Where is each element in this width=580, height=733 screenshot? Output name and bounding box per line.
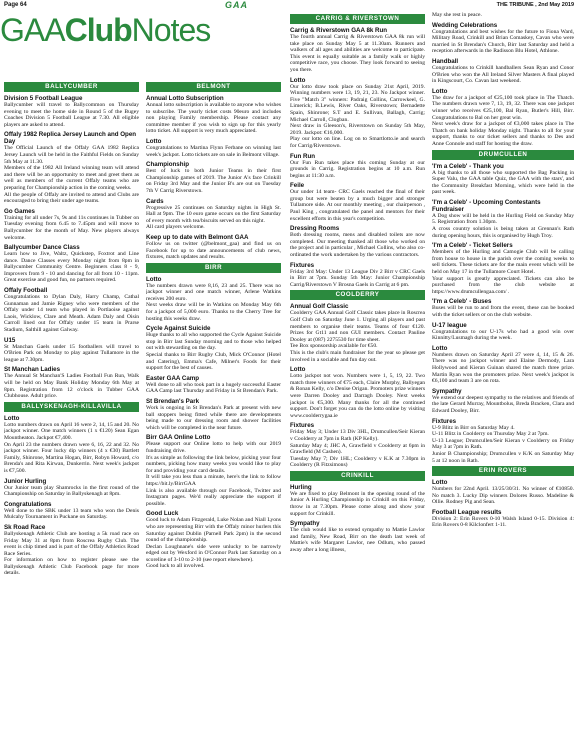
article-heading: Fixtures: [290, 261, 315, 269]
article-text: Congratulations and best wishes for the future to Fiona Ward, Military Road, Crinkill and Brian Comaskey, Cavan who were married in St Brendan's Church, Birr last Saturday and held a reception afterwards in the Radisson Blu Hotel, Athlone.: [432, 28, 574, 55]
column-3: [290, 12, 425, 730]
article-text: Progressive 25 continues on Saturday nights in High St. Hall at 9pm. The 10 euro game occurs on the first Saturday of every month with tea/biscuits served on this night.: [146, 204, 281, 224]
article-text: It will take you less than a minute, here's the link to follow https://bit.ly/BirrGAA: [146, 474, 281, 487]
article-text: Saturday May 4; JHC A, Grawfield v Coolderry at 6pm in Grawfield (M Cashen).: [290, 442, 425, 456]
article-text: Good luck to Adam Fitzgerald, Luke Nolan and Niall Lyons who are representing Birr with the Offaly minor hurlers this Saturday against Dublin (Parnell Park 2pm) in the second round of the championship.: [146, 517, 281, 544]
article-text: Special thanks to Birr Rugby Club, Mick O'Connor (Hotel and Catering), Emma's Cafe, Milner's Foods for their support for the best of causes.: [146, 352, 281, 372]
article-text: Huge thanks to all who supported the Cycle Against Suicide stop in Birr last Sunday morning and to those who helped out with stewarding on the day.: [146, 332, 281, 352]
article-heading: Dressing Rooms: [290, 225, 340, 233]
article-text: Link is also available through our Facebook, Twitter and Instagram pages. We'd really appreciate the support if possible.: [146, 487, 281, 507]
section-banner: DRUMCULLEN: [432, 150, 574, 160]
article-heading: Division 5 Football League: [4, 95, 83, 102]
article-heading: Lotto: [290, 366, 306, 374]
article-heading: Fun Run: [290, 152, 316, 160]
article-heading: Annual Lotto Subscription: [146, 95, 224, 102]
article-text: Junior B Championship; Drumcullen v K/K on Saturday May 5 at 12 noon in Rath.: [432, 450, 574, 464]
masthead-gaa: GAA: [0, 12, 65, 48]
article-heading: U-17 league: [432, 321, 467, 329]
article-heading: St Brendan's Park: [146, 398, 200, 405]
section-label: GAA: [225, 0, 248, 10]
article-heading: Keep up to date with Belmont GAA: [146, 233, 249, 241]
article-text: Next week's draw for a jackpot of €3,000 takes place in The Thatch on bank holiday Monday night. Thanks to all for your support, thanks to our ticket sellers and thanks to Des and Anne Connole and staff for hosting the draw.: [432, 121, 574, 147]
article-text: The club would like to extend sympathy to Mattie Lawlor and family, New Road, Birr on the death last week of Mattie's wife Margaret Lawlor, nee Odlum, who passed away after a long illness,: [290, 527, 425, 554]
article-heading: Offaly Football: [4, 287, 48, 295]
article-text: May she rest in peace.: [432, 12, 482, 18]
article-heading: Carrig & Riverstown GAA 8k Run: [290, 27, 388, 34]
article-heading: Handball: [432, 57, 459, 65]
section-banner: COOLDERRY: [290, 290, 425, 300]
article-heading: Birr GAA Online Lotto: [146, 434, 211, 442]
article-text: All the people of Offaly are invited to attend and Clubs are encouraged to bring their under age teams.: [4, 191, 139, 205]
article-heading: 'I'm a Celeb' - Ticket Sellers: [432, 242, 513, 250]
article-text: The draw for a jackpot of €25,100 took place in The Thatch. The numbers drawn were 7, 13, 19, 32. There was one jackpot winner who receives €25,100, Bal Ryan, Butler's Hill, Birr. Congratulations to Bal on her great win.: [432, 94, 574, 121]
page-number: Page 64: [4, 2, 27, 8]
article-heading: Lotto: [4, 414, 20, 422]
masthead-club: Club: [64, 12, 132, 48]
article-heading: Feile: [290, 182, 305, 190]
article-text: Friday May 3; Under 13 Div 3HL, Drumcullen/Seir Kieran v Coolderry at 7pm in Rath (KP Kelly).: [290, 429, 425, 442]
article-text: Next draw in Gleeson's, Riverstown on Sunday 5th May, 2019. Jackpot: €16,000.: [290, 123, 425, 136]
article-text: Ballycumber will travel to Ballycommon on Thursday evening to meet the home side in Round 5 of the Bugey Coaches Division 5 Football League at 7.30. All eligible players are asked to attend.: [4, 102, 139, 128]
column-1: [4, 80, 139, 730]
article-heading: Lotto: [432, 479, 448, 487]
article-heading: Offaly 1982 Replica Jersey Launch and Open Day: [4, 131, 137, 146]
article-text: The Annual St Manchan'S Ladies Football Fun Run, Walk will be held on May Bank Holiday Monday 6th May at 8pm. Registration from 12 o'clock in Tubber GAA Clubhouse. Adult price.: [4, 373, 139, 400]
article-heading: Cycle Against Suicide: [146, 325, 211, 333]
article-text: Our under 14 team- CRC Gaels reached the final of their group but were beaten by a much bigger and stronger Tullamore side. At our monthly meeting , our chairperson , Paul King , congratulated the panel and mentors for their excellent efforts in this year's competition.: [290, 189, 425, 222]
section-banner: CARRIG & RIVERSTOWN: [290, 14, 425, 24]
article-text: Lotto jackpot not won. Numbers were 1, 5, 19, 22. Two match three winners of €75 each, Claire Murphy, Ballyegan & Ronan Kelly, c/o Denise Origan. Promoters prize winners were Darren Dooley and Darragh Dooley. Next weeks jackpot is €5,300. Many thanks for all the continued support. Don't forget you can do the lotto online by visiting www.coolderrygaa.ie: [290, 373, 425, 419]
article-heading: Good Luck: [146, 510, 179, 518]
article-text: Please support our Online lotto to help with our 2019 fundraising drive.: [146, 441, 281, 454]
article-text: Ballyskenagh Athletic Club are hosting a 5k road race on Friday May 31 at 8pm from Roscrea Rugby Club. The event is chip timed and is part of the Offaly Athletics Road Race Series.: [4, 530, 139, 557]
publication-date: THE TRIBUNE , 2nd May 2019: [496, 2, 574, 8]
article-text: U-13 League; Drumcullen/Seir Kieran v Coolderry on Friday May 3 at 7pm in Rath.: [432, 437, 574, 451]
article-heading: Easter GAA Camp: [146, 374, 200, 382]
article-heading: 'I'm a Celeb' - Upcoming Contestants Fundraiser: [432, 198, 541, 213]
article-heading: Sympathy: [290, 520, 320, 528]
article-heading: Fixtures: [432, 417, 457, 425]
article-heading: St Manchan Ladies: [4, 366, 61, 374]
article-text: Congratulations to Crinkill handballers Sean Ryan and Conor O'Brien who won the All Ireland Silver Masters A final played in Kingscourt, Co. Cavan last weekend.: [432, 64, 574, 85]
article-text: Buses will be run to and from the event, these can be booked with the ticket sellers or on the club website.: [432, 305, 574, 318]
article-text: A Dog show will be held in the Hurling Field on Sunday May 5. Registration from 1.30pm.: [432, 212, 574, 226]
article-heading: Congratulations: [4, 500, 52, 508]
article-text: Coolderry GAA Annual Golf Classic takes place in Roscrea Golf Club on Saturday June 1. Urging all players and past members to organise their teams. Teams of four €120. Prizes for Gt11 and non GUI members. Contact Pauline Dooley at (087) 2275530 for time sheet.: [290, 310, 425, 343]
article-heading: Go Games: [4, 207, 35, 215]
masthead-notes: Notes: [131, 12, 211, 48]
article-heading: Football League results: [432, 508, 502, 516]
article-text: Lotto numbers drawn on April 16 were 2, 14, 15 and 20. No jackpot winner. One match winners (1 x €120) Sean Egan Mountheaton. Jackpot €7,400.: [4, 421, 139, 441]
article-heading: Ballycumber Dance Class: [4, 244, 80, 252]
section-banner: BELMONT: [146, 82, 281, 92]
article-heading: Wedding Celebrations: [432, 21, 498, 29]
article-text: All card players welcome.: [146, 224, 205, 231]
article-text: Congratulations to our U-17s who had a good win over Kinnitty/Lusmagh during the week.: [432, 328, 574, 342]
section-banner: BIRR: [146, 263, 281, 273]
article-heading: U15: [4, 336, 16, 344]
article-heading: Junior Hurling: [4, 477, 47, 485]
article-heading: 'I'm a Celeb' - Buses: [432, 298, 492, 306]
column-2: [146, 80, 281, 730]
article-text: Both dressing rooms, mens and disabled toilets are now completed. Our meeting thanked all those who worked on the project and in particular , Michael Collins, who also co-ordinated the work undertaken by the various contractors.: [290, 232, 425, 259]
article-text: Congratulations to Dylan Daly, Harry Champ, Cathal Gunnaman and Jamie Rigney who were members of the Offaly under 14 team who played in Portlaoise against Laois, Wicklow, Clare and Meath. Adam Daly and Oisin Carroll lined out for Offaly under 15 team in Prarse Stadium, Salthill against Galway.: [4, 294, 139, 334]
article-heading: Lotto: [290, 76, 306, 84]
article-text: The fourth annual Carrig & Riverstown GAA 8k run will take place on Sunday May 5 at 11.30am. Runners and walkers of all ages and abilities are welcome to participate. This event is equally suitable as a family walk or highly competitive race, you choose. They look forward to seeing you there.: [290, 34, 425, 73]
article-text: This is the club's main fundraiser for the year so please get involved in a sociable and fun day out.: [290, 349, 425, 363]
article-text: U-9 Blitz in Birr on Saturday May 4.: [432, 424, 515, 431]
article-text: Tuesday May 7; Div 1HL; Coolderry v K.K at 7.30pm in Coolderry (R Fitzsimons): [290, 455, 425, 469]
article-text: Numbers drawn on Saturday April 27 were 4, 14, 15 & 26. There was no jackpot winner and Elaine Dermody, Lara Hollywood and Kieran Guinan shared the match three prize. Martin Ryan won the promoters prize. Next week's jackpot is €6,100 and team 3 are on rota.: [432, 351, 574, 385]
article-text: Numbers for 22nd April. 13/25/30/31. No winner of €10850. No match 3. Lucky Dip winners Dolores Russo. Madeline & Ollie. Rodney Pig and Sean.: [432, 486, 574, 506]
section-banner: BALLYSKENAGH-KILLAVILLA: [4, 402, 139, 412]
article-text: For information on how to register please see the Ballyskenagh Athletic Club Facebook page for more details.: [4, 557, 139, 577]
article-text: Best of luck to both Junior Teams in their first Championship games of 2019. The Junior A's face Crinkill on Friday 3rd May and the Junior B's are out on Tuesday 7th V Carrig Riverstown.: [146, 168, 281, 194]
article-text: St Manchan Gaels under 15 footballers will travel to O'Brien Park on Monday to play against Tullamore in the league at 7.30pm.: [4, 343, 139, 363]
article-text: Congratulations to Martina Flynn Ferbane on winning last week's jackpot. Lotto tickets are on sale in Belmont village.: [146, 144, 281, 158]
article-text: Well done to the SBK under 13 team who won the Denis Mulcahy Tournament in Puckane on Saturday.: [4, 507, 139, 521]
article-text: Next weeks draw will be in Watkins on Monday May 6th for a jackpot of 5,000 euro. Thanks to the Cherry Tree for hosting this weeks draw.: [146, 302, 281, 322]
article-text: Work is ongoing in St Brendan's Park at present with new ball stoppers being fitted while there are developments being made to our dressing room and shower facilities which will be completed in the near future.: [146, 405, 281, 431]
article-text: Good luck to all involved.: [146, 563, 205, 570]
article-heading: Lotto: [432, 87, 448, 95]
column-4: [432, 12, 574, 730]
article-text: The Official Launch of the Offaly GAA 1982 Replica Jersey Launch will be held in the Faithful Fields on Sunday 5th May at 11.30.: [4, 145, 139, 165]
article-text: Friday 3rd May: Under 13 League Div 2 Birr v CRC Gaels in Birr at 7pm. Sunday 5th May: Junior Championship Carrig/Riverstown V Brosna Gaels in Carrig at 6 pm.: [290, 268, 425, 288]
section-banner: CRINKILL: [290, 471, 425, 481]
section-banner: ERIN ROVERS: [432, 466, 574, 476]
article-text: Play our lotto on line. Log on to Smartlotto.ie and search for Carrig/Riverstown.: [290, 136, 425, 149]
article-heading: Lotto: [146, 137, 162, 145]
article-heading: Lotto: [432, 344, 448, 352]
article-text: Our Junior team play Shamrocks in the first round of the Championship on Saturday in Ballyskenagh at 8pm.: [4, 484, 139, 498]
article-text: Your support is greatly appreciated. Tickets can also be purchased from the club website at https://www.drumcullengaa.com/ .: [432, 275, 574, 295]
article-heading: Sympathy: [432, 387, 462, 395]
article-text: Training for all under 7s, 9s and 11s continues in Tubber on Tuesday evening from 6.45 to 7.45pm and will move to Ballycumber for the month of May. New players always welcome.: [4, 214, 139, 241]
article-text: The numbers drawn were 8,16, 23 and 25. There was no jackpot winner and one match winner, Arlene Watkins receives 200 euro.: [146, 282, 281, 302]
article-text: We are fixed to play Belmont in the opening round of the Junior A Hurling Championship in Crinkill on this Friday, throw in at 7.30pm. Please come along and show your support for Crinkill.: [290, 490, 425, 517]
article-text: Our Fun Run takes place this coming Sunday at our grounds in Carrig. Registration begins at 10 a.m. Run begins at 11:30 a.m.: [290, 159, 425, 179]
article-heading: Cards: [146, 197, 164, 205]
article-text: Members of the Hurling and Camogie Club will be calling from house to house in the parish over the coming weeks to sell tickets. These tickets are for the main event which will be held on May 17 in the Tullamore Court Hotel.: [432, 249, 574, 276]
article-text: Tee Box sponsorship available for €50.: [290, 343, 378, 350]
article-text: Our lotto draw took place on Sunday 21st April, 2019. Winning numbers were 13, 19, 21, 23. No Jackpot winner. Five "Match 3" winners: Padraig Collins, Carrowkeel, G. Limerick; B.Lewis, River Oaks, Riverstown; Bernadette Spain, Shinrone; S.T and E. Sullivan, Ballagh, Carrig; Michael Carroll, Clogban.: [290, 83, 425, 123]
article-text: Declan Loughnane's side were unlucky to be narrowly edged out by Wexford in O'Connor Park last Saturday on a scoreline of 3-10 to 2-10 (see report elsewhere).: [146, 543, 281, 563]
article-text: We extend our deepest sympathy to the relatives and friends of the late Gerard Murray, Mountbolus, Breda Bracken, Clara and Edward Dooley, Birr.: [432, 394, 574, 414]
article-text: Division 2: Erin Rovers 0-10 Walsh Island 0-15. Division 4: Erin Rovers 0-8 Kilclonfert 1-11.: [432, 515, 574, 529]
article-heading: Championship: [146, 161, 189, 169]
article-text: A cross country solution is being taken at Grennan's Rath during opening hours, this is organised by Hugh Troy.: [432, 226, 574, 239]
masthead: [0, 12, 230, 46]
article-text: A big thanks to all those who supported the Bag Packing in Super Valu, the GAA table Quiz, the GAA with the stars', and the Community Breakfast Morning, which were held in the past week.: [432, 169, 574, 196]
article-heading: Annual Golf Classic: [290, 303, 349, 311]
article-heading: Sk Road Race: [4, 523, 46, 531]
article-heading: Lotto: [146, 275, 162, 283]
article-text: Annual lotto subscription is available to anyone who wishes to subscribe. The yearly ticket costs 90euro and includes non playing Family membership. Please contact any committee member if you wish to sign up for this yearly lotto ticket. All support is very much appreciated.: [146, 102, 281, 135]
article-text: On April 23 the numbers drawn were 6, 16, 22 and 32. No jackpot winner. Four lucky dip winners (4 x €30) Bartlett Family, Shinrone, Martina Hogan, Birr, Robyn Howard, c/o Brenda's and Rita Kirwan, Dunkerrin. Next week's jackpot is €7,500.: [4, 441, 139, 474]
article-heading: Hurling: [290, 483, 312, 491]
article-text: It's as simple as following the link below, picking your four numbers, picking how many weeks you would like to play for and providing your card details.: [146, 454, 281, 474]
article-heading: Fixtures: [290, 422, 315, 430]
article-text: Learn how to Jive, Waltz, Quickstep, Foxtrot and Line dance. Dance Classes every Monday night from 8pm in Ballycumber Community Centre. Beginners class 8 - 9, Improvers from 9 - 10 and dancing for all from 10 - 11pm. Great exercise and good fun, no partners required.: [4, 251, 139, 284]
article-text: U-11 Blitz in Coolderry on Thursday May 2 at 7pm.: [432, 431, 549, 438]
article-text: Follow us on twitter (@belmont_gaa) and find us on Facebook for up to date announcements of club news, fixtures, match updates and results.: [146, 240, 281, 261]
page-header: [0, 0, 580, 12]
section-banner: BALLYCUMBER: [4, 82, 139, 92]
article-heading: 'I'm a Celeb' - Thank you: [432, 162, 504, 170]
article-text: Well done to all who took part in a hugely successful Easter GAA Camp last Thursday and Friday in St Brendan's Park.: [146, 381, 281, 395]
article-text: Members of the 1982 All Ireland winning team will attend and there will be an opportunity to meet and greet them as well as members of the current Offaly teams who are preparing for Championship action in the coming weeks.: [4, 165, 139, 191]
